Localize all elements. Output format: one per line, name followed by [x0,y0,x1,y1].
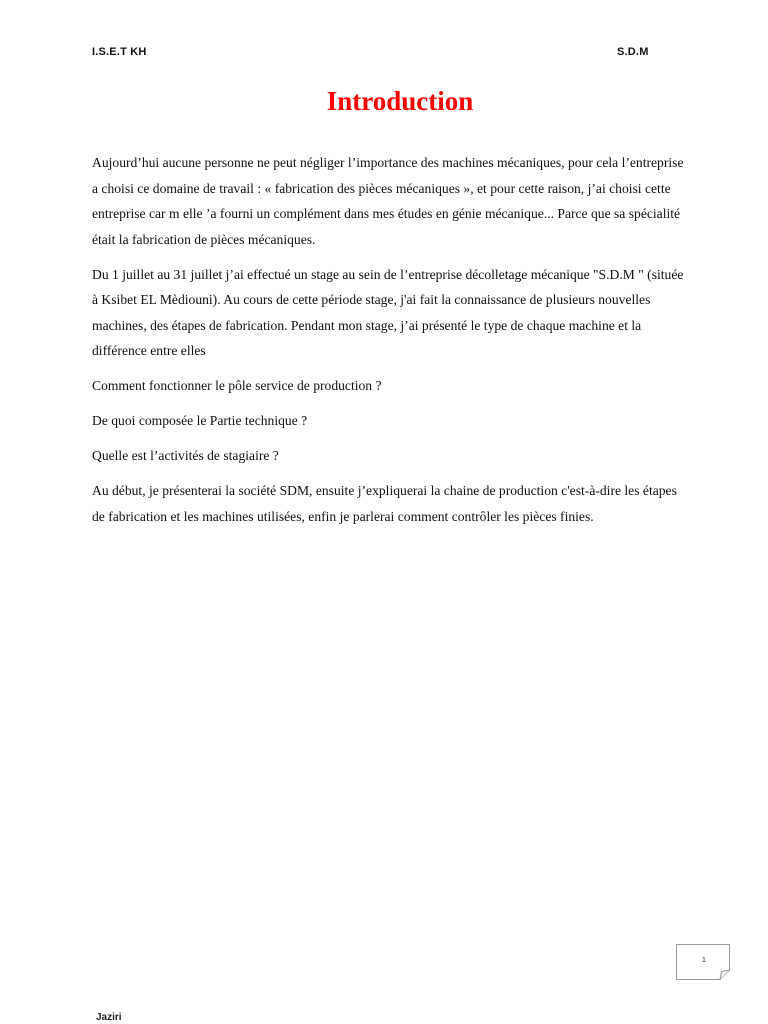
footer-author: Jaziri [96,1012,122,1023]
paragraph-internship: Du 1 juillet au 31 juillet j’ai effectué un stage au sein de l’entreprise décolletage mécanique "S.D.M " (située à Ksibet EL Mèdiouni). Au cours de cette période stage, j'ai fait la connaissance de plusieurs nouvelles machines, des étapes de fabrication. Pendant mon stage, j’ai présenté le type de chaque machine et la différence entre elles [92,266,684,358]
question-technical: De quoi composée le Partie technique ? [92,413,308,428]
page-number: 1 [702,957,706,964]
header-left: I.S.E.T KH [92,46,147,58]
question-activities: Quelle est l’activités de stagiaire ? [92,448,279,463]
page-title: Introduction [326,86,474,116]
paragraph-intro: Aujourd’hui aucune personne ne peut négliger l’importance des machines mécaniques, pour cela l’entreprise a choisi ce domaine de travail : « fabrication des pièces mécaniques », et pour cette raison, j’ai choisi cette entreprise car m elle ’a fourni un complément dans mes études en génie mécanique... Parce que sa spécialité était la fabrication de pièces mécaniques. [92,155,684,247]
question-production: Comment fonctionner le pôle service de production ? [92,378,382,393]
body-text [92,150,686,539]
page-number-box [676,944,730,980]
paragraph-plan: Au début, je présenterai la société SDM, ensuite j’expliquerai la chaine de production c'est-à-dire les étapes de fabrication et les machines utilisées, enfin je parlerai comment contrôler les pièces finies. [92,483,677,524]
header-right: S.D.M [617,46,649,58]
